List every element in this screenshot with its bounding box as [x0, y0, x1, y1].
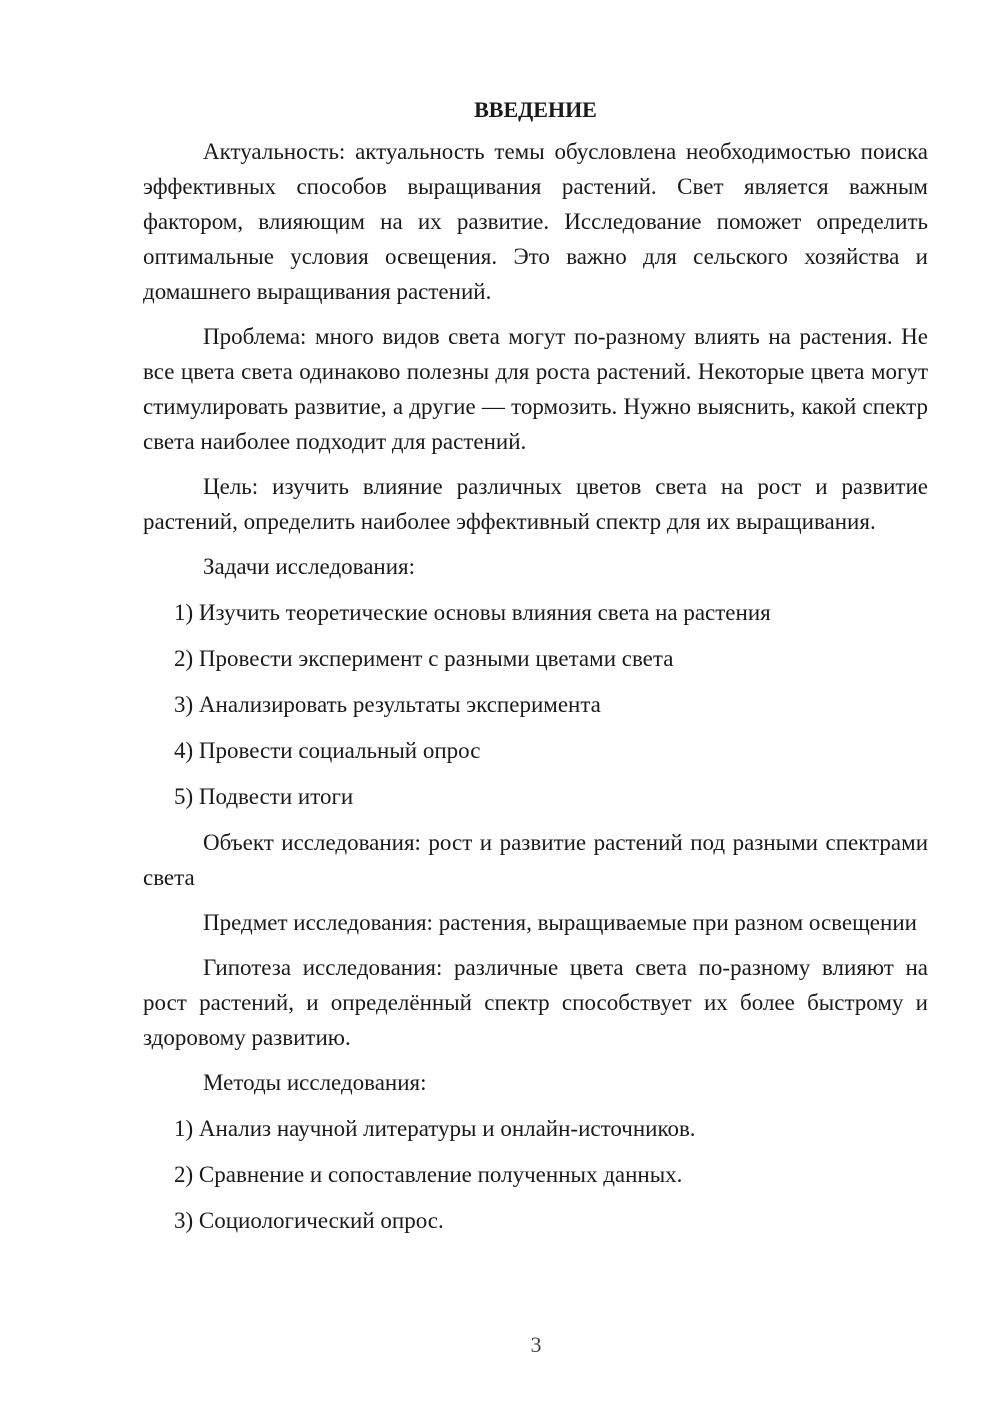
page-title: ВВЕДЕНИЕ: [474, 97, 597, 122]
hypothesis-paragraph: Гипотеза исследования: различные цвета света по-разному влияют на рост растений, и определённый спектр способствует их более быстрому и здоровому развитию.: [143, 955, 928, 1050]
object-paragraph: Объект исследования: рост и развитие растений под разными спектрами света: [143, 830, 928, 890]
goal-paragraph: Цель: изучить влияние различных цветов света на рост и развитие растений, определить наиболее эффективный спектр для их выращивания.: [143, 474, 928, 534]
problem-paragraph: Проблема: много видов света могут по-разному влиять на растения. Не все цвета света одинаково полезны для роста растений. Некоторые цвета могут стимулировать развитие, а другие — тормозить. Нужно выяснить, какой спектр света наиболее подходит для растений.: [143, 324, 928, 454]
tasks-list: [143, 595, 928, 814]
list-item: 3) Социологический опрос.: [174, 1208, 444, 1233]
list-item: 2) Провести эксперимент с разными цветами света: [174, 646, 674, 671]
list-item: 4) Провести социальный опрос: [174, 738, 481, 763]
document-page: [143, 90, 928, 1249]
list-item: 3) Анализировать результаты эксперимента: [174, 692, 601, 717]
list-item: 1) Анализ научной литературы и онлайн-источников.: [174, 1116, 696, 1141]
list-item: 1) Изучить теоретические основы влияния света на растения: [174, 600, 771, 625]
methods-heading: Методы исследования:: [203, 1070, 427, 1095]
list-item: 5) Подвести итоги: [174, 784, 354, 809]
page-number: 3: [530, 1332, 542, 1357]
methods-list: [143, 1111, 928, 1238]
relevance-paragraph: Актуальность: актуальность темы обусловлена необходимостью поиска эффективных способов выращивания растений. Свет является важным фактором, влияющим на их развитие. Исследование поможет определить оптимальные условия освещения. Это важно для сельского хозяйства и домашнего выращивания растений.: [143, 139, 928, 304]
list-item: 2) Сравнение и сопоставление полученных данных.: [174, 1162, 683, 1187]
subject-paragraph: Предмет исследования: растения, выращиваемые при разном освещении: [203, 910, 917, 935]
tasks-heading: Задачи исследования:: [203, 554, 416, 579]
